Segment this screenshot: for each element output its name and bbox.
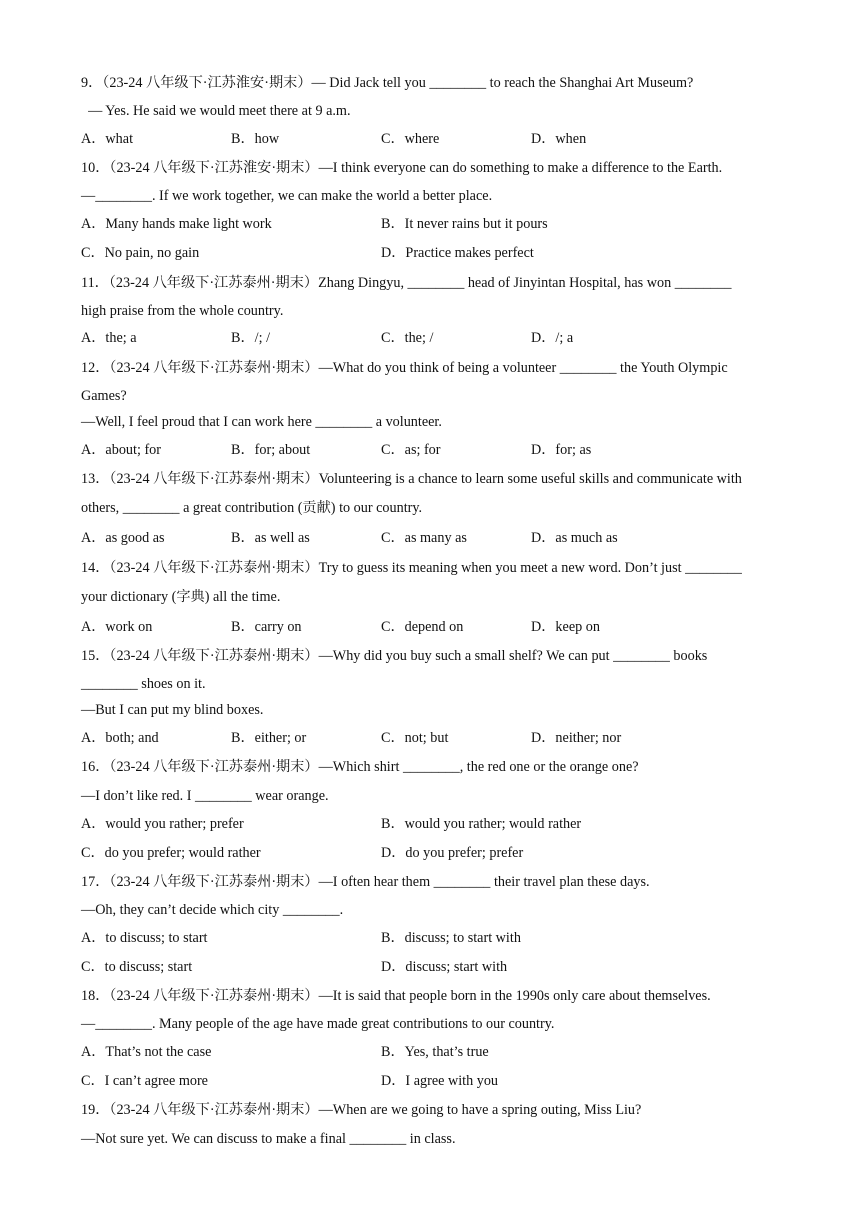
question-15-option-a: A．both; and <box>81 730 159 746</box>
question-10-option-b: B．It never rains but it pours <box>381 216 548 232</box>
question-16-option-b: B．would you rather; would rather <box>381 816 582 832</box>
question-10-option-a: A．Many hands make light work <box>81 216 272 232</box>
question-12-option-d: D．for; as <box>531 442 592 458</box>
question-16-option-a: A．would you rather; prefer <box>81 816 244 832</box>
question-11-stem-line-2: high praise from the whole country. <box>81 303 284 319</box>
question-17-option-c: C．to discuss; start <box>81 959 193 975</box>
question-11-option-b: B．/; / <box>231 330 271 346</box>
question-18-option-d: D．I agree with you <box>381 1073 499 1089</box>
question-12-option-c: C．as; for <box>381 442 441 458</box>
question-10-stem-line-1: 10．（23-24 八年级下·江苏淮安·期末）—I think everyone can do something to make a difference to the Earth. <box>81 160 723 176</box>
question-18-option-a: A．That’s not the case <box>81 1044 212 1060</box>
question-9-option-c: C．where <box>381 131 440 147</box>
question-10-option-c: C．No pain, no gain <box>81 245 200 261</box>
question-9-option-a: A．what <box>81 131 134 147</box>
question-10-option-d: D．Practice makes perfect <box>381 245 534 261</box>
question-15-stem-line-2: ________ shoes on it. <box>81 676 206 692</box>
question-15-stem-line-3: —But I can put my blind boxes. <box>81 702 264 718</box>
question-13-stem-line-2: others, ________ a great contribution (贡献) to our country. <box>81 500 423 516</box>
question-13-option-a: A．as good as <box>81 530 165 546</box>
question-14-option-c: C．depend on <box>381 619 464 635</box>
question-13-option-d: D．as much as <box>531 530 618 546</box>
question-18-stem-line-2: —________. Many people of the age have made great contributions to our country. <box>81 1016 555 1032</box>
question-11-option-d: D．/; a <box>531 330 574 346</box>
question-14-stem-line-2: your dictionary (字典) all the time. <box>81 589 281 605</box>
question-16-stem-line-1: 16．（23-24 八年级下·江苏泰州·期末）—Which shirt ________, the red one or the orange one? <box>81 759 639 775</box>
question-14-stem-line-1: 14．（23-24 八年级下·江苏泰州·期末）Try to guess its meaning when you meet a new word. Don’t just ________ <box>81 560 742 576</box>
question-19-stem-line-2: —Not sure yet. We can discuss to make a final ________ in class. <box>81 1131 456 1147</box>
question-11-option-c: C．the; / <box>381 330 434 346</box>
question-16-option-d: D．do you prefer; prefer <box>381 845 524 861</box>
question-14-option-b: B．carry on <box>231 619 302 635</box>
question-17-stem-line-2: —Oh, they can’t decide which city ________. <box>81 902 344 918</box>
question-17-option-a: A．to discuss; to start <box>81 930 208 946</box>
question-11-option-a: A．the; a <box>81 330 137 346</box>
question-12-stem-line-1: 12．（23-24 八年级下·江苏泰州·期末）—What do you think of being a volunteer ________ the Youth Olympic <box>81 360 728 376</box>
question-15-option-d: D．neither; nor <box>531 730 622 746</box>
question-17-stem-line-1: 17．（23-24 八年级下·江苏泰州·期末）—I often hear them ________ their travel plan these days. <box>81 874 650 890</box>
question-15-option-b: B．either; or <box>231 730 307 746</box>
question-9-stem-line-2: — Yes. He said we would meet there at 9 a.m. <box>81 103 351 119</box>
question-15-stem-line-1: 15．（23-24 八年级下·江苏泰州·期末）—Why did you buy such a small shelf? We can put ________ books <box>81 648 708 664</box>
question-9-option-b: B．how <box>231 131 280 147</box>
question-13-option-c: C．as many as <box>381 530 467 546</box>
question-19-stem-line-1: 19．（23-24 八年级下·江苏泰州·期末）—When are we going to have a spring outing, Miss Liu? <box>81 1102 642 1118</box>
question-16-option-c: C．do you prefer; would rather <box>81 845 261 861</box>
question-18-option-c: C．I can’t agree more <box>81 1073 208 1089</box>
question-13-option-b: B．as well as <box>231 530 310 546</box>
question-9-option-d: D．when <box>531 131 587 147</box>
question-12-option-a: A．about; for <box>81 442 161 458</box>
question-12-stem-line-3: —Well, I feel proud that I can work here ________ a volunteer. <box>81 414 442 430</box>
question-10-stem-line-2: —________. If we work together, we can make the world a better place. <box>81 188 493 204</box>
question-14-option-a: A．work on <box>81 619 153 635</box>
question-13-stem-line-1: 13．（23-24 八年级下·江苏泰州·期末）Volunteering is a chance to learn some useful skills and communicate with <box>81 471 742 487</box>
question-17-option-d: D．discuss; start with <box>381 959 508 975</box>
question-15-option-c: C．not; but <box>381 730 449 746</box>
question-12-stem-line-2: Games? <box>81 388 127 404</box>
question-18-stem-line-1: 18．（23-24 八年级下·江苏泰州·期末）—It is said that people born in the 1990s only care about themselves. <box>81 988 711 1004</box>
question-9-stem-line-1: 9．（23-24 八年级下·江苏淮安·期末）— Did Jack tell you ________ to reach the Shanghai Art Museum? <box>81 75 694 91</box>
question-14-option-d: D．keep on <box>531 619 600 635</box>
question-18-option-b: B．Yes, that’s true <box>381 1044 489 1060</box>
question-11-stem-line-1: 11．（23-24 八年级下·江苏泰州·期末）Zhang Dingyu, ________ head of Jinyintan Hospital, has won ________ <box>81 275 732 291</box>
question-12-option-b: B．for; about <box>231 442 311 458</box>
question-17-option-b: B．discuss; to start with <box>381 930 521 946</box>
question-16-stem-line-2: —I don’t like red. I ________ wear orange. <box>81 788 329 804</box>
